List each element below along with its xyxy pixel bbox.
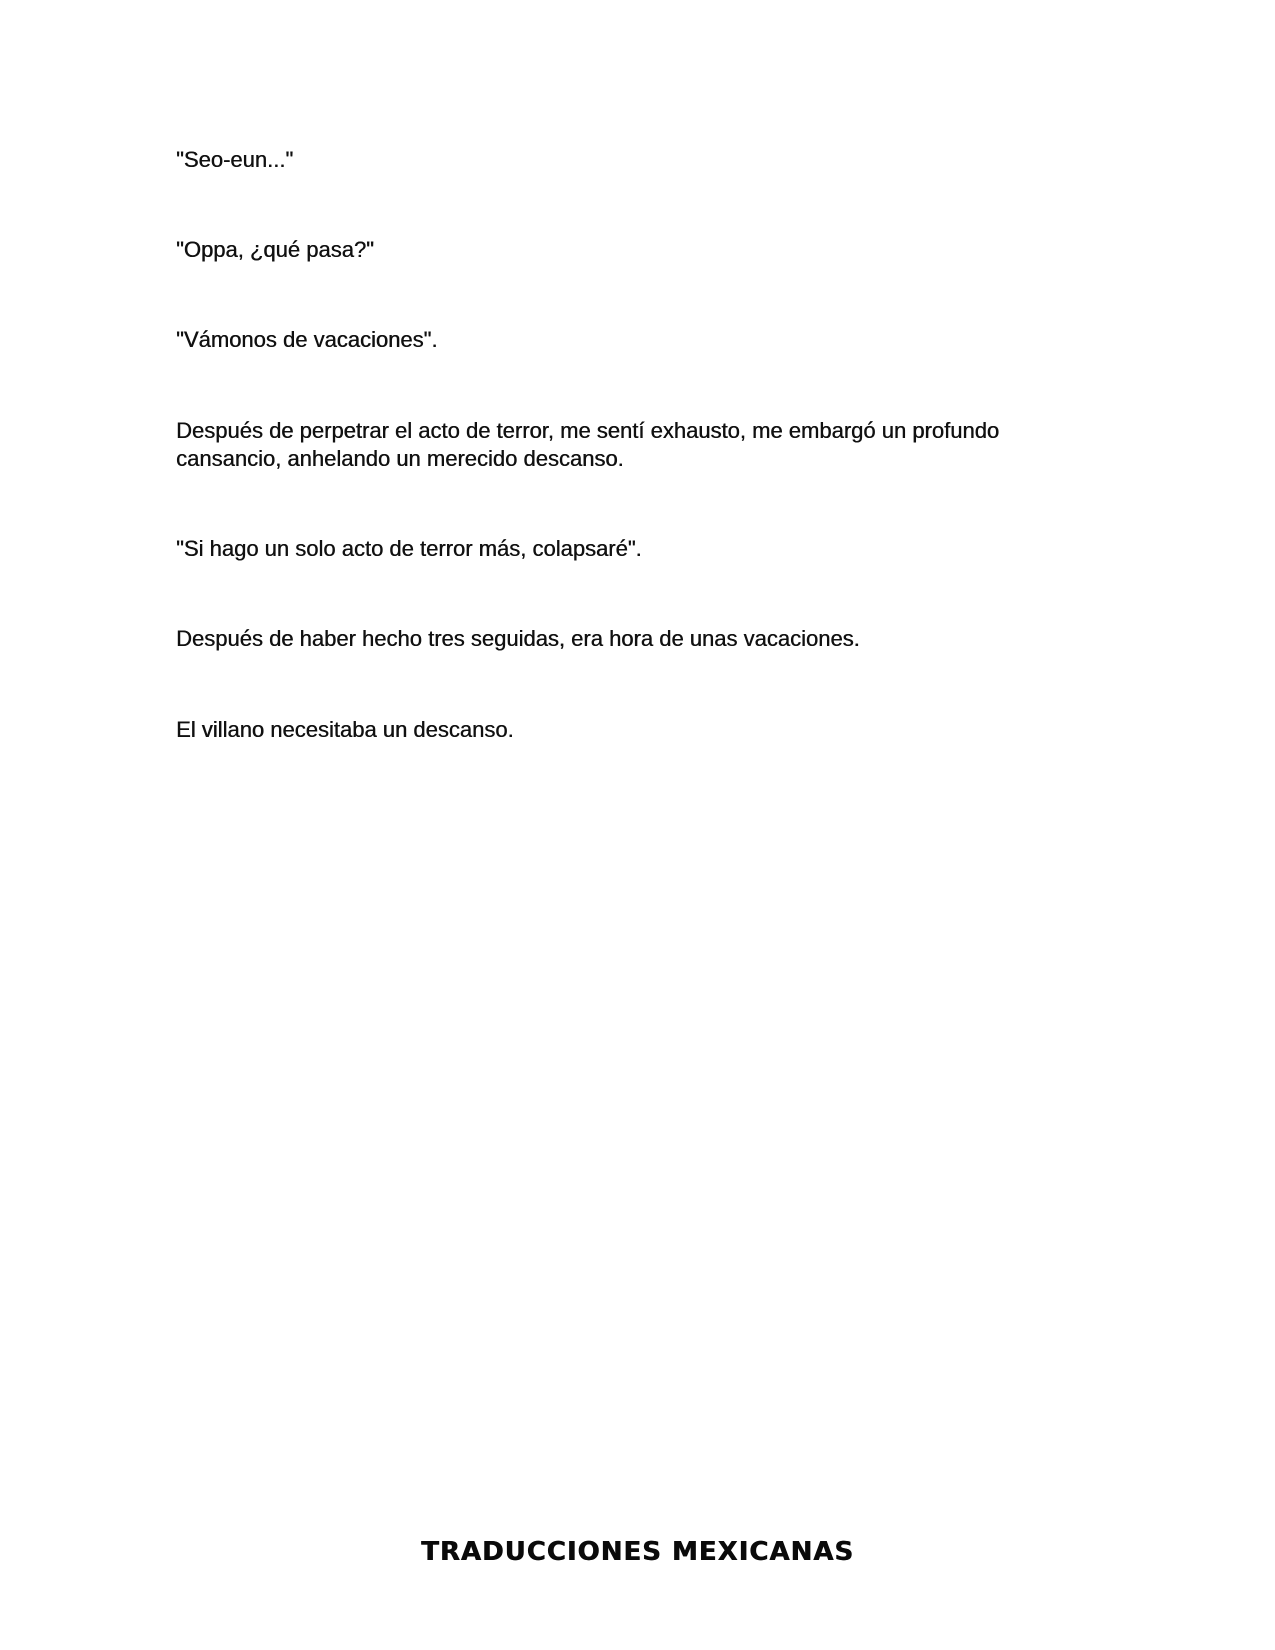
footer-watermark: TRADUCCIONES MEXICANAS: [421, 1537, 854, 1567]
paragraph-4: Después de perpetrar el acto de terror, me sentí exhausto, me embargó un profundo cansancio, anhelando un merecido descanso.: [176, 418, 1000, 471]
paragraph-3: "Vámonos de vacaciones".: [176, 327, 438, 352]
paragraph-6: Después de haber hecho tres seguidas, era hora de unas vacaciones.: [176, 626, 860, 651]
paragraph-2: "Oppa, ¿qué pasa?": [176, 237, 374, 262]
paragraph-7: El villano necesitaba un descanso.: [176, 717, 514, 742]
paragraph-5: "Si hago un solo acto de terror más, colapsaré".: [176, 536, 642, 561]
paragraph-1: "Seo-eun...": [176, 147, 294, 172]
